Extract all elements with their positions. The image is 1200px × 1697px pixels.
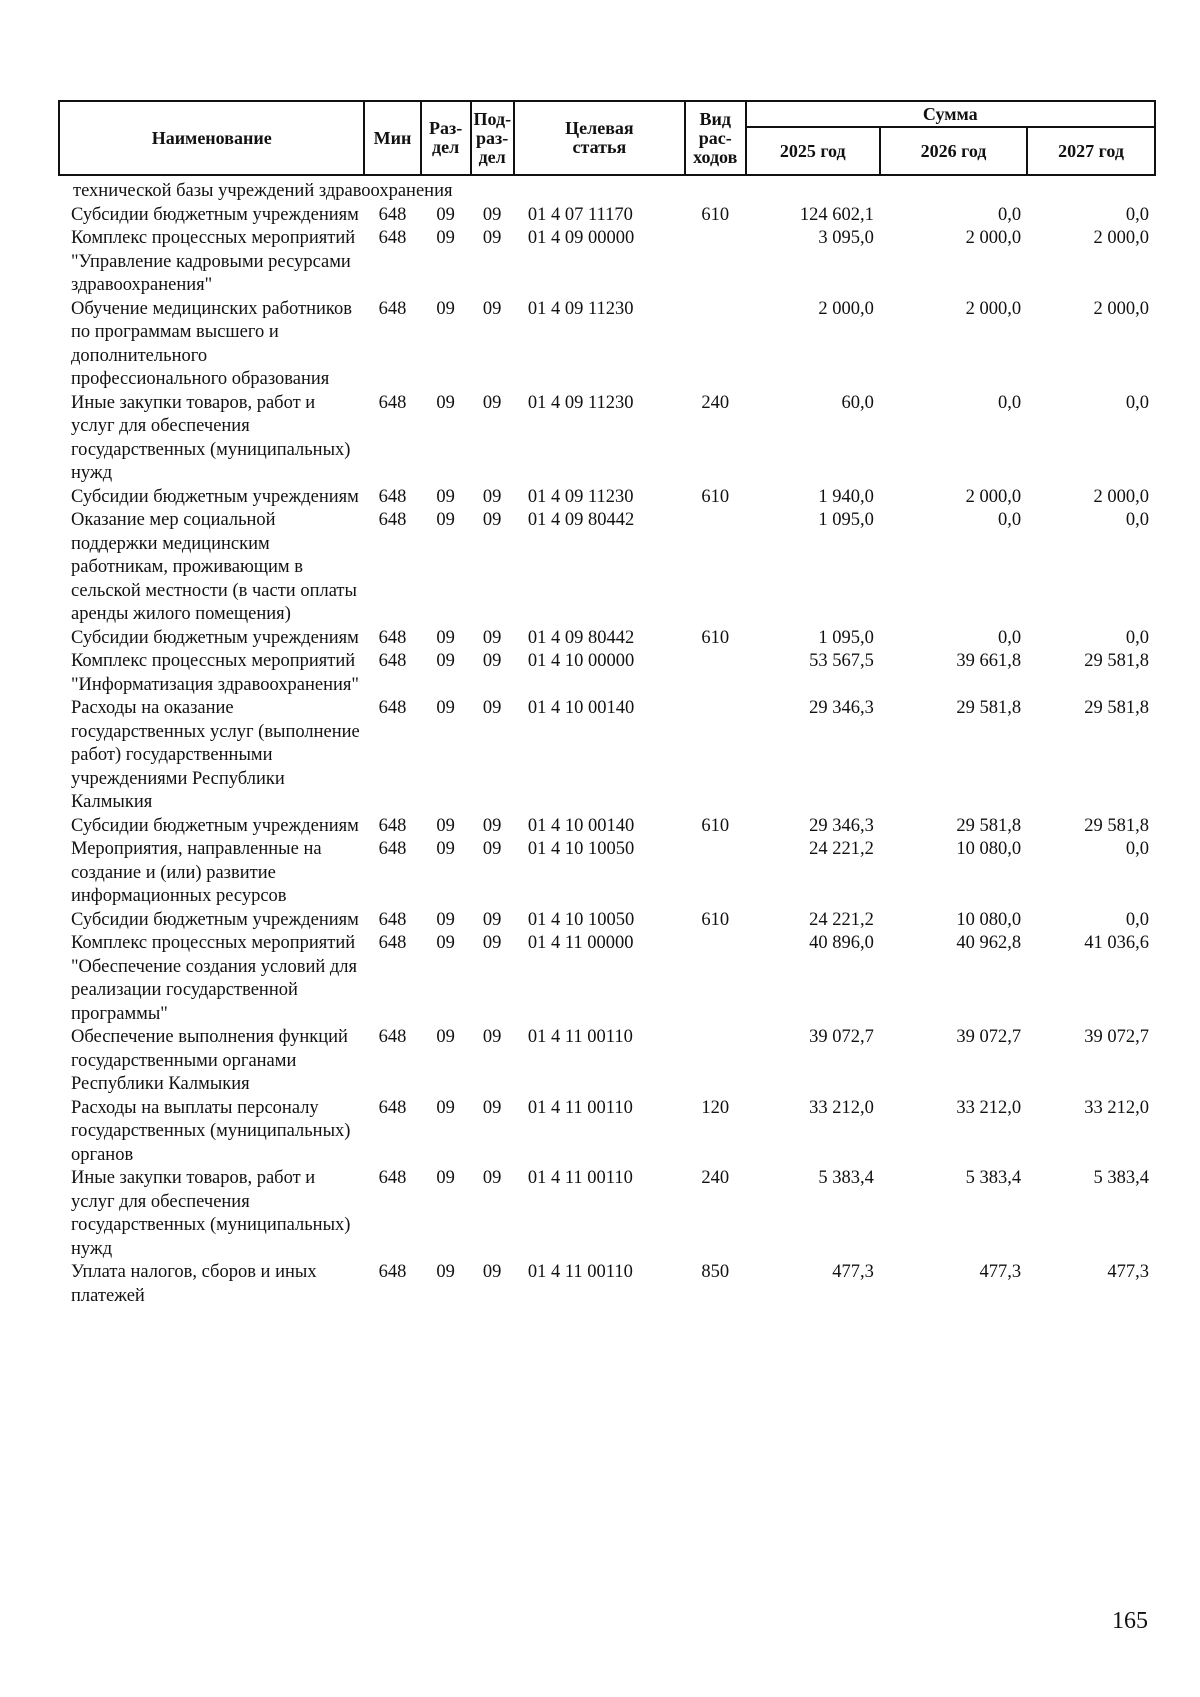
header-year-2027: 2027 год bbox=[1027, 127, 1155, 175]
row-amount-2027: 0,0 bbox=[1125, 627, 1149, 648]
row-vid-rashodov bbox=[685, 227, 746, 298]
row-amount-2026: 0,0 bbox=[998, 392, 1022, 413]
row-amount-2025: 1 095,0 bbox=[818, 510, 874, 530]
row-razdel: 09 bbox=[436, 486, 455, 507]
table-row bbox=[59, 509, 1155, 627]
row-min: 648 bbox=[378, 698, 407, 718]
row-podrazdel: 09 bbox=[482, 392, 502, 413]
row-name: Расходы на выплаты персоналу государственных (муниципальных) органов bbox=[71, 1097, 351, 1165]
row-name: Уплата налогов, сборов и иных платежей bbox=[71, 1262, 317, 1306]
table-row bbox=[59, 1097, 1155, 1168]
row-amount-2025: 2 000,0 bbox=[818, 298, 874, 319]
row-amount-2026: 39 072,7 bbox=[956, 1027, 1022, 1047]
row-min: 648 bbox=[378, 392, 407, 413]
row-name: Комплекс процессных мероприятий "Обеспечение создания условий для реализации государственной программы" bbox=[71, 933, 358, 1024]
row-min: 648 bbox=[378, 909, 407, 930]
row-vid-rashodov bbox=[685, 298, 746, 392]
table-row bbox=[59, 227, 1155, 298]
row-razdel: 09 bbox=[436, 651, 455, 671]
row-name: Комплекс процессных мероприятий "Информатизация здравоохранения" bbox=[71, 651, 359, 695]
row-amount-2025: 5 383,4 bbox=[818, 1168, 874, 1188]
row-celevaya-statya: 01 4 11 00110 bbox=[527, 1262, 633, 1282]
row-vid-rashodov: 120 bbox=[701, 1097, 730, 1118]
row-podrazdel: 09 bbox=[482, 909, 502, 930]
row-amount-2027: 0,0 bbox=[1125, 392, 1149, 413]
row-min: 648 bbox=[378, 298, 407, 319]
row-amount-2027: 477,3 bbox=[1107, 1262, 1149, 1282]
row-amount-2026: 5 383,4 bbox=[965, 1168, 1022, 1188]
row-vid-rashodov bbox=[685, 697, 746, 815]
row-amount-2025: 60,0 bbox=[841, 392, 874, 413]
row-celevaya-statya: 01 4 10 10050 bbox=[527, 909, 635, 930]
row-podrazdel: 09 bbox=[482, 1097, 502, 1118]
row-amount-2027: 29 581,8 bbox=[1084, 698, 1149, 718]
row-amount-2025: 1 940,0 bbox=[818, 486, 874, 507]
header-celevaya-statya: Целевая статья bbox=[514, 101, 685, 175]
row-amount-2027: 39 072,7 bbox=[1084, 1027, 1149, 1047]
row-podrazdel: 09 bbox=[482, 1168, 502, 1188]
row-vid-rashodov: 240 bbox=[701, 392, 730, 413]
row-amount-2026: 29 581,8 bbox=[956, 698, 1022, 718]
row-razdel: 09 bbox=[436, 298, 455, 319]
row-razdel: 09 bbox=[436, 933, 455, 953]
row-min: 648 bbox=[378, 839, 407, 859]
row-amount-2027: 29 581,8 bbox=[1084, 651, 1149, 671]
row-amount-2025: 40 896,0 bbox=[809, 933, 874, 953]
table-row bbox=[59, 298, 1155, 392]
table-row bbox=[59, 1026, 1155, 1097]
row-min: 648 bbox=[378, 204, 407, 225]
row-podrazdel: 09 bbox=[482, 298, 502, 319]
row-vid-rashodov: 850 bbox=[701, 1262, 730, 1282]
table-row bbox=[59, 815, 1155, 839]
row-razdel: 09 bbox=[436, 1262, 455, 1282]
header-razdel: Раз- дел bbox=[421, 101, 471, 175]
row-podrazdel: 09 bbox=[482, 510, 502, 530]
row-vid-rashodov: 610 bbox=[701, 909, 730, 930]
row-vid-rashodov: 610 bbox=[701, 204, 730, 225]
row-razdel: 09 bbox=[436, 1168, 455, 1188]
row-vid-rashodov bbox=[685, 838, 746, 909]
row-amount-2027: 2 000,0 bbox=[1093, 486, 1149, 507]
header-year-2026: 2026 год bbox=[880, 127, 1027, 175]
header-vid-rashodov: Вид рас- ходов bbox=[685, 101, 746, 175]
row-razdel: 09 bbox=[436, 815, 455, 836]
row-amount-2027: 33 212,0 bbox=[1084, 1097, 1149, 1118]
header-name: Наименование bbox=[59, 101, 364, 175]
header-summa: Сумма bbox=[746, 101, 1155, 127]
row-razdel: 09 bbox=[436, 392, 455, 413]
continuation-text: технической базы учреждений здравоохранения bbox=[73, 181, 453, 201]
row-podrazdel: 09 bbox=[482, 1262, 502, 1282]
row-name: Субсидии бюджетным учреждениям bbox=[71, 909, 359, 930]
row-razdel: 09 bbox=[436, 510, 455, 530]
row-amount-2026: 33 212,0 bbox=[956, 1097, 1022, 1118]
row-vid-rashodov: 610 bbox=[701, 627, 730, 648]
row-amount-2025: 24 221,2 bbox=[809, 839, 874, 859]
row-razdel: 09 bbox=[436, 1027, 455, 1047]
row-amount-2026: 2 000,0 bbox=[965, 298, 1022, 319]
table-row bbox=[59, 932, 1155, 1026]
row-podrazdel: 09 bbox=[482, 228, 502, 248]
row-amount-2027: 5 383,4 bbox=[1093, 1168, 1149, 1188]
row-amount-2027: 0,0 bbox=[1125, 510, 1149, 530]
table-row bbox=[59, 627, 1155, 651]
table-row bbox=[59, 697, 1155, 815]
row-celevaya-statya: 01 4 09 80442 bbox=[527, 627, 635, 648]
row-min: 648 bbox=[378, 815, 407, 836]
row-amount-2027: 0,0 bbox=[1125, 839, 1149, 859]
row-amount-2026: 0,0 bbox=[998, 204, 1022, 225]
row-amount-2027: 0,0 bbox=[1125, 204, 1149, 225]
table-body bbox=[59, 175, 1155, 1308]
row-amount-2027: 0,0 bbox=[1125, 909, 1149, 930]
row-podrazdel: 09 bbox=[482, 1027, 502, 1047]
row-razdel: 09 bbox=[436, 1097, 455, 1118]
row-podrazdel: 09 bbox=[482, 651, 502, 671]
header-year-2025: 2025 год bbox=[746, 127, 880, 175]
row-celevaya-statya: 01 4 11 00110 bbox=[527, 1168, 633, 1188]
row-min: 648 bbox=[378, 651, 407, 671]
row-min: 648 bbox=[378, 1168, 407, 1188]
row-amount-2025: 39 072,7 bbox=[809, 1027, 874, 1047]
row-min: 648 bbox=[378, 933, 407, 953]
row-vid-rashodov: 610 bbox=[701, 815, 730, 836]
row-amount-2025: 3 095,0 bbox=[818, 228, 874, 248]
row-name: Оказание мер социальной поддержки медицинским работникам, проживающим в сельской местности (в части оплаты аренды жилого помещения) bbox=[71, 510, 357, 624]
row-vid-rashodov bbox=[685, 932, 746, 1026]
row-podrazdel: 09 bbox=[482, 839, 502, 859]
row-celevaya-statya: 01 4 10 00140 bbox=[527, 698, 635, 718]
row-min: 648 bbox=[378, 228, 407, 248]
row-razdel: 09 bbox=[436, 204, 455, 225]
row-amount-2026: 2 000,0 bbox=[965, 228, 1022, 248]
table-row bbox=[59, 486, 1155, 510]
row-name: Расходы на оказание государственных услуг (выполнение работ) государственными учреждениями Республики Калмыкия bbox=[71, 698, 360, 812]
row-amount-2026: 2 000,0 bbox=[965, 486, 1022, 507]
row-name: Субсидии бюджетным учреждениям bbox=[71, 204, 359, 225]
row-celevaya-statya: 01 4 09 80442 bbox=[527, 510, 635, 530]
row-celevaya-statya: 01 4 09 00000 bbox=[527, 228, 635, 248]
row-podrazdel: 09 bbox=[482, 698, 502, 718]
row-amount-2027: 29 581,8 bbox=[1084, 815, 1149, 836]
row-razdel: 09 bbox=[436, 839, 455, 859]
row-amount-2026: 477,3 bbox=[979, 1262, 1022, 1282]
row-amount-2027: 41 036,6 bbox=[1084, 933, 1149, 953]
row-min: 648 bbox=[378, 486, 407, 507]
row-amount-2027: 2 000,0 bbox=[1093, 298, 1149, 319]
row-amount-2025: 24 221,2 bbox=[809, 909, 874, 930]
page-number: 165 bbox=[1112, 1608, 1148, 1634]
row-vid-rashodov: 240 bbox=[701, 1168, 730, 1188]
row-amount-2026: 10 080,0 bbox=[956, 839, 1022, 859]
row-amount-2026: 40 962,8 bbox=[956, 933, 1022, 953]
row-podrazdel: 09 bbox=[482, 933, 502, 953]
header-podrazdel: Под- раз- дел bbox=[471, 101, 514, 175]
row-vid-rashodov bbox=[685, 1026, 746, 1097]
header-min: Мин bbox=[364, 101, 420, 175]
row-celevaya-statya: 01 4 11 00110 bbox=[527, 1027, 633, 1047]
row-name: Субсидии бюджетным учреждениям bbox=[71, 815, 359, 836]
row-celevaya-statya: 01 4 09 11230 bbox=[527, 486, 634, 507]
row-vid-rashodov bbox=[685, 650, 746, 697]
row-min: 648 bbox=[378, 1027, 407, 1047]
row-amount-2027: 2 000,0 bbox=[1093, 228, 1149, 248]
table-header bbox=[59, 101, 1155, 175]
row-celevaya-statya: 01 4 07 11170 bbox=[527, 204, 633, 225]
row-name: Иные закупки товаров, работ и услуг для обеспечения государственных (муниципальных) нужд bbox=[71, 392, 351, 483]
row-name: Комплекс процессных мероприятий "Управление кадровыми ресурсами здравоохранения" bbox=[71, 228, 356, 295]
row-min: 648 bbox=[378, 510, 407, 530]
row-name: Иные закупки товаров, работ и услуг для обеспечения государственных (муниципальных) нужд bbox=[71, 1168, 351, 1259]
row-name: Обучение медицинских работников по программам высшего и дополнительного профессионального образования bbox=[71, 298, 352, 389]
row-podrazdel: 09 bbox=[482, 486, 502, 507]
row-vid-rashodov: 610 bbox=[701, 486, 730, 507]
row-name: Субсидии бюджетным учреждениям bbox=[71, 486, 359, 507]
row-razdel: 09 bbox=[436, 698, 455, 718]
row-amount-2025: 29 346,3 bbox=[809, 698, 874, 718]
row-min: 648 bbox=[378, 1262, 407, 1282]
row-amount-2025: 124 602,1 bbox=[799, 204, 874, 225]
row-name: Субсидии бюджетным учреждениям bbox=[71, 627, 359, 648]
row-celevaya-statya: 01 4 11 00110 bbox=[527, 1097, 633, 1118]
row-amount-2025: 29 346,3 bbox=[809, 815, 874, 836]
row-celevaya-statya: 01 4 10 00140 bbox=[527, 815, 635, 836]
row-celevaya-statya: 01 4 09 11230 bbox=[527, 392, 634, 413]
row-celevaya-statya: 01 4 09 11230 bbox=[527, 298, 634, 319]
row-podrazdel: 09 bbox=[482, 204, 502, 225]
table-row bbox=[59, 1261, 1155, 1308]
row-amount-2025: 1 095,0 bbox=[818, 627, 874, 648]
row-celevaya-statya: 01 4 10 10050 bbox=[527, 839, 635, 859]
row-celevaya-statya: 01 4 11 00000 bbox=[527, 933, 634, 953]
table-row bbox=[59, 392, 1155, 486]
row-amount-2026: 10 080,0 bbox=[956, 909, 1022, 930]
row-podrazdel: 09 bbox=[482, 627, 502, 648]
continuation-row bbox=[59, 175, 1155, 204]
row-razdel: 09 bbox=[436, 228, 455, 248]
row-min: 648 bbox=[378, 627, 407, 648]
row-vid-rashodov bbox=[685, 509, 746, 627]
row-razdel: 09 bbox=[436, 627, 455, 648]
row-amount-2026: 0,0 bbox=[998, 627, 1022, 648]
row-podrazdel: 09 bbox=[482, 815, 502, 836]
row-amount-2026: 29 581,8 bbox=[956, 815, 1022, 836]
row-min: 648 bbox=[378, 1097, 407, 1118]
row-amount-2025: 53 567,5 bbox=[809, 651, 874, 671]
row-name: Обеспечение выполнения функций государственными органами Республики Калмыкия bbox=[71, 1027, 348, 1094]
table-row bbox=[59, 838, 1155, 909]
row-amount-2025: 477,3 bbox=[832, 1262, 874, 1282]
table-row bbox=[59, 1167, 1155, 1261]
row-amount-2026: 0,0 bbox=[998, 510, 1022, 530]
row-amount-2026: 39 661,8 bbox=[956, 651, 1022, 671]
table-row bbox=[59, 650, 1155, 697]
row-razdel: 09 bbox=[436, 909, 455, 930]
budget-table bbox=[58, 100, 1156, 1308]
table-row bbox=[59, 204, 1155, 228]
table-row bbox=[59, 909, 1155, 933]
row-amount-2025: 33 212,0 bbox=[809, 1097, 874, 1118]
row-name: Мероприятия, направленные на создание и (или) развитие информационных ресурсов bbox=[71, 839, 322, 906]
row-celevaya-statya: 01 4 10 00000 bbox=[527, 651, 635, 671]
